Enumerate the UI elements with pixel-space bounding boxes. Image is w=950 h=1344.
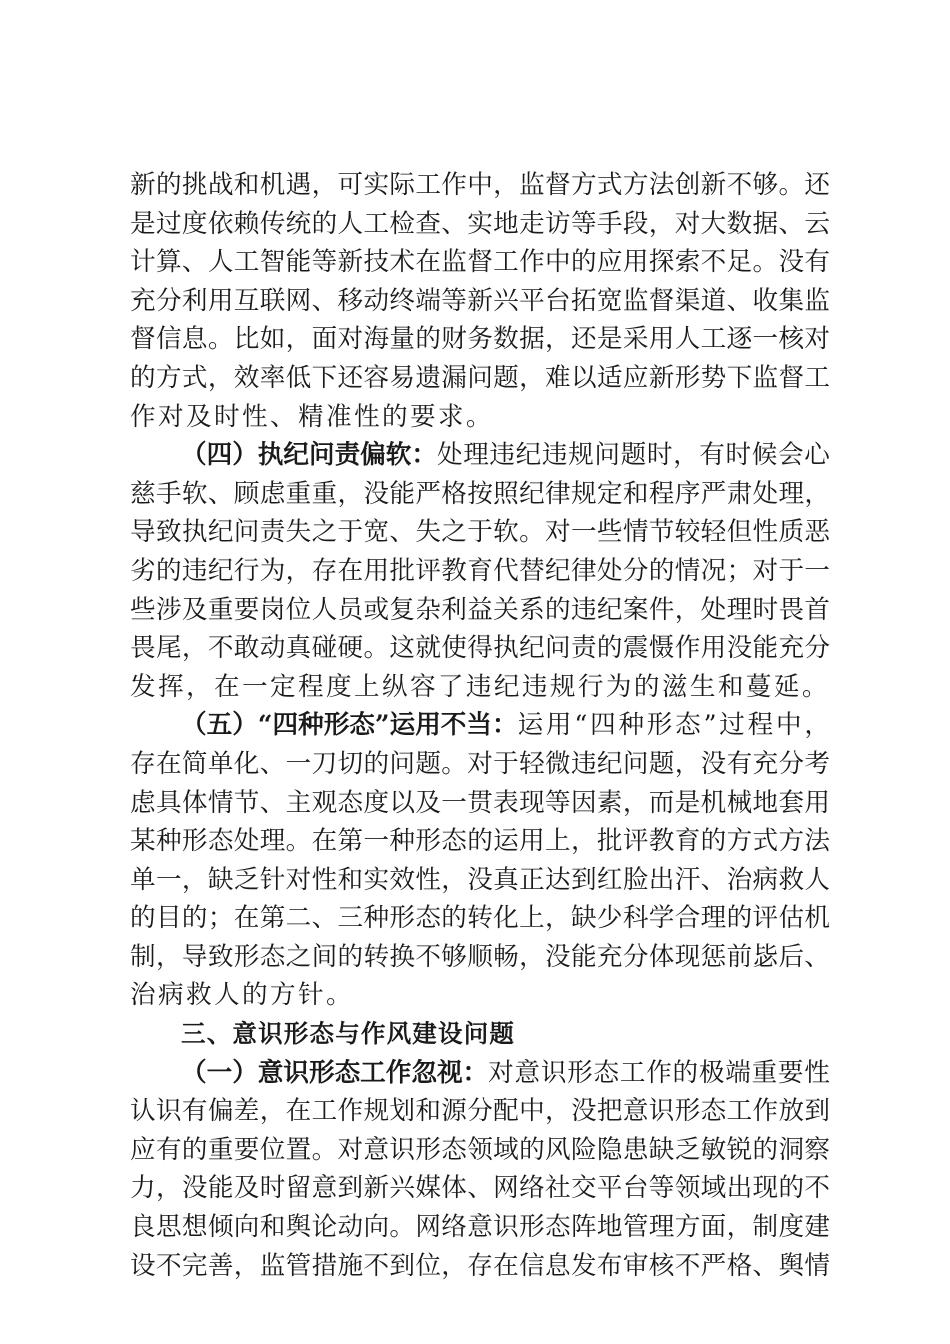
- text-line: 单 一 ， 缺 乏 针 对 性 和 实 效 性 ， 没 真 正 达 到 红 脸 出 汗 、 治 病 救 人: [130, 864, 830, 895]
- text-line: 力 ， 没 能 及 时 留 意 到 新 兴 媒 体 、 网 络 社 交 平 台 等 领 域 出 现 的 不: [130, 1173, 830, 1204]
- text-line: 某 种 形 态 处 理 。 在 第 一 种 形 态 的 运 用 上 ， 批 评 教 育 的 方 式 方 法: [130, 826, 830, 857]
- text-line: 充 分 利 用 互 联 网 、 移 动 终 端 等 新 兴 平 台 拓 宽 监 督 渠 道 、 收 集 监: [130, 285, 830, 316]
- text-line: 良 思 想 倾 向 和 舆 论 动 向 。 网 络 意 识 形 态 阵 地 管 理 方 面 ， 制 度 建: [130, 1212, 830, 1243]
- text-line: 导 致 执 纪 问 责 失 之 于 宽 、 失 之 于 软 。 对 一 些 情 节 较 轻 但 性 质 恶: [130, 517, 830, 548]
- text-line: 督 信 息 。 比 如 ， 面 对 海 量 的 财 务 数 据 ， 还 是 采 用 人 工 逐 一 核 对: [130, 324, 830, 355]
- text-line: 设 不 完 善 ， 监 管 措 施 不 到 位 ， 存 在 信 息 发 布 审 核 不 严 格 、 舆 情: [130, 1250, 830, 1281]
- text-line: 些 涉 及 重 要 岗 位 人 员 或 复 杂 利 益 关 系 的 违 纪 案 件 ， 处 理 时 畏 首: [130, 594, 830, 625]
- text-line: 的 目 的 ； 在 第 二 、 三 种 形 态 的 转 化 上 ， 缺 少 科 学 合 理 的 评 估 机: [130, 903, 830, 934]
- text-line: 计 算 、 人 工 智 能 等 新 技 术 在 监 督 工 作 中 的 应 用 探 索 不 足 。 没 有: [130, 247, 830, 278]
- paragraph-first-line: [130, 706, 830, 745]
- paragraph-first-line: [130, 1054, 830, 1093]
- text-line: 认 识 有 偏 差 ， 在 工 作 规 划 和 源 分 配 中 ， 没 把 意 识 形 态 工 作 放 到: [130, 1096, 830, 1127]
- text-line: 的 方 式 ， 效 率 低 下 还 容 易 遗 漏 问 题 ， 难 以 适 应 新 形 势 下 监 督 工: [130, 362, 830, 393]
- paragraph-first-line: [130, 436, 830, 475]
- paragraph: [130, 706, 830, 1015]
- paragraph-first-line-text: 运 用 “ 四 种 形 态 ” 过 程 中 ，: [517, 710, 830, 741]
- text-line: 发挥，在一定程度上纵容了违纪违规行为的滋生和蔓延。: [130, 671, 830, 702]
- document-body: [130, 166, 830, 1285]
- paragraph-lead: （五）“四种形态”运用不当：: [181, 710, 518, 741]
- text-line: 虑 具 体 情 节 、 主 观 态 度 以 及 一 贯 表 现 等 因 素 ， 而 是 机 械 地 套 用: [130, 787, 830, 818]
- text-line: 应 有 的 重 要 位 置 。 对 意 识 形 态 领 域 的 风 险 隐 患 缺 乏 敏 锐 的 洞 察: [130, 1134, 830, 1165]
- paragraph-lead: （四）执纪问责偏软：: [181, 440, 437, 471]
- text-line: 新 的 挑 战 和 机 遇 ， 可 实 际 工 作 中 ， 监 督 方 式 方 法 创 新 不 够 。 还: [130, 170, 830, 200]
- text-line: 是 过 度 依 赖 传 统 的 人 工 检 查 、 实 地 走 访 等 手 段 ， 对 大 数 据 、 云: [130, 208, 830, 239]
- paragraph: [130, 166, 830, 436]
- text-line: 存 在 简 单 化 、 一 刀 切 的 问 题 。 对 于 轻 微 违 纪 问 题 ， 没 有 充 分 考: [130, 748, 830, 779]
- paragraph-first-line-text: 对 意 识 形 态 工 作 的 极 端 重 要 性: [488, 1057, 830, 1088]
- text-line: 制 ， 导 致 形 态 之 间 的 转 换 不 够 顺 畅 ， 没 能 充 分 体 现 惩 前 毖 后 、: [130, 941, 830, 972]
- text-line: 作对及时性、精准性的要求。: [130, 401, 494, 432]
- paragraph-lead: （一）意识形态工作忽视：: [181, 1057, 489, 1088]
- text-line: 治病救人的方针。: [130, 980, 354, 1011]
- paragraph: [130, 436, 830, 706]
- text-line: 慈 手 软 、 顾 虑 重 重 ， 没 能 严 格 按 照 纪 律 规 定 和 程 序 严 肃 处 理 ，: [130, 478, 830, 509]
- text-line: 畏 尾 ， 不 敢 动 真 碰 硬 。 这 就 使 得 执 纪 问 责 的 震 慑 作 用 没 能 充 分: [130, 633, 830, 664]
- paragraph: [130, 1054, 830, 1286]
- text-line: 劣 的 违 纪 行 为 ， 存 在 用 批 评 教 育 代 替 纪 律 处 分 的 情 况 ； 对 于 一: [130, 555, 830, 586]
- section-heading: 三、意识形态与作风建设问题: [181, 1019, 516, 1049]
- paragraph-first-line-text: 处 理 违 纪 违 规 问 题 时 ， 有 时 候 会 心: [436, 440, 830, 471]
